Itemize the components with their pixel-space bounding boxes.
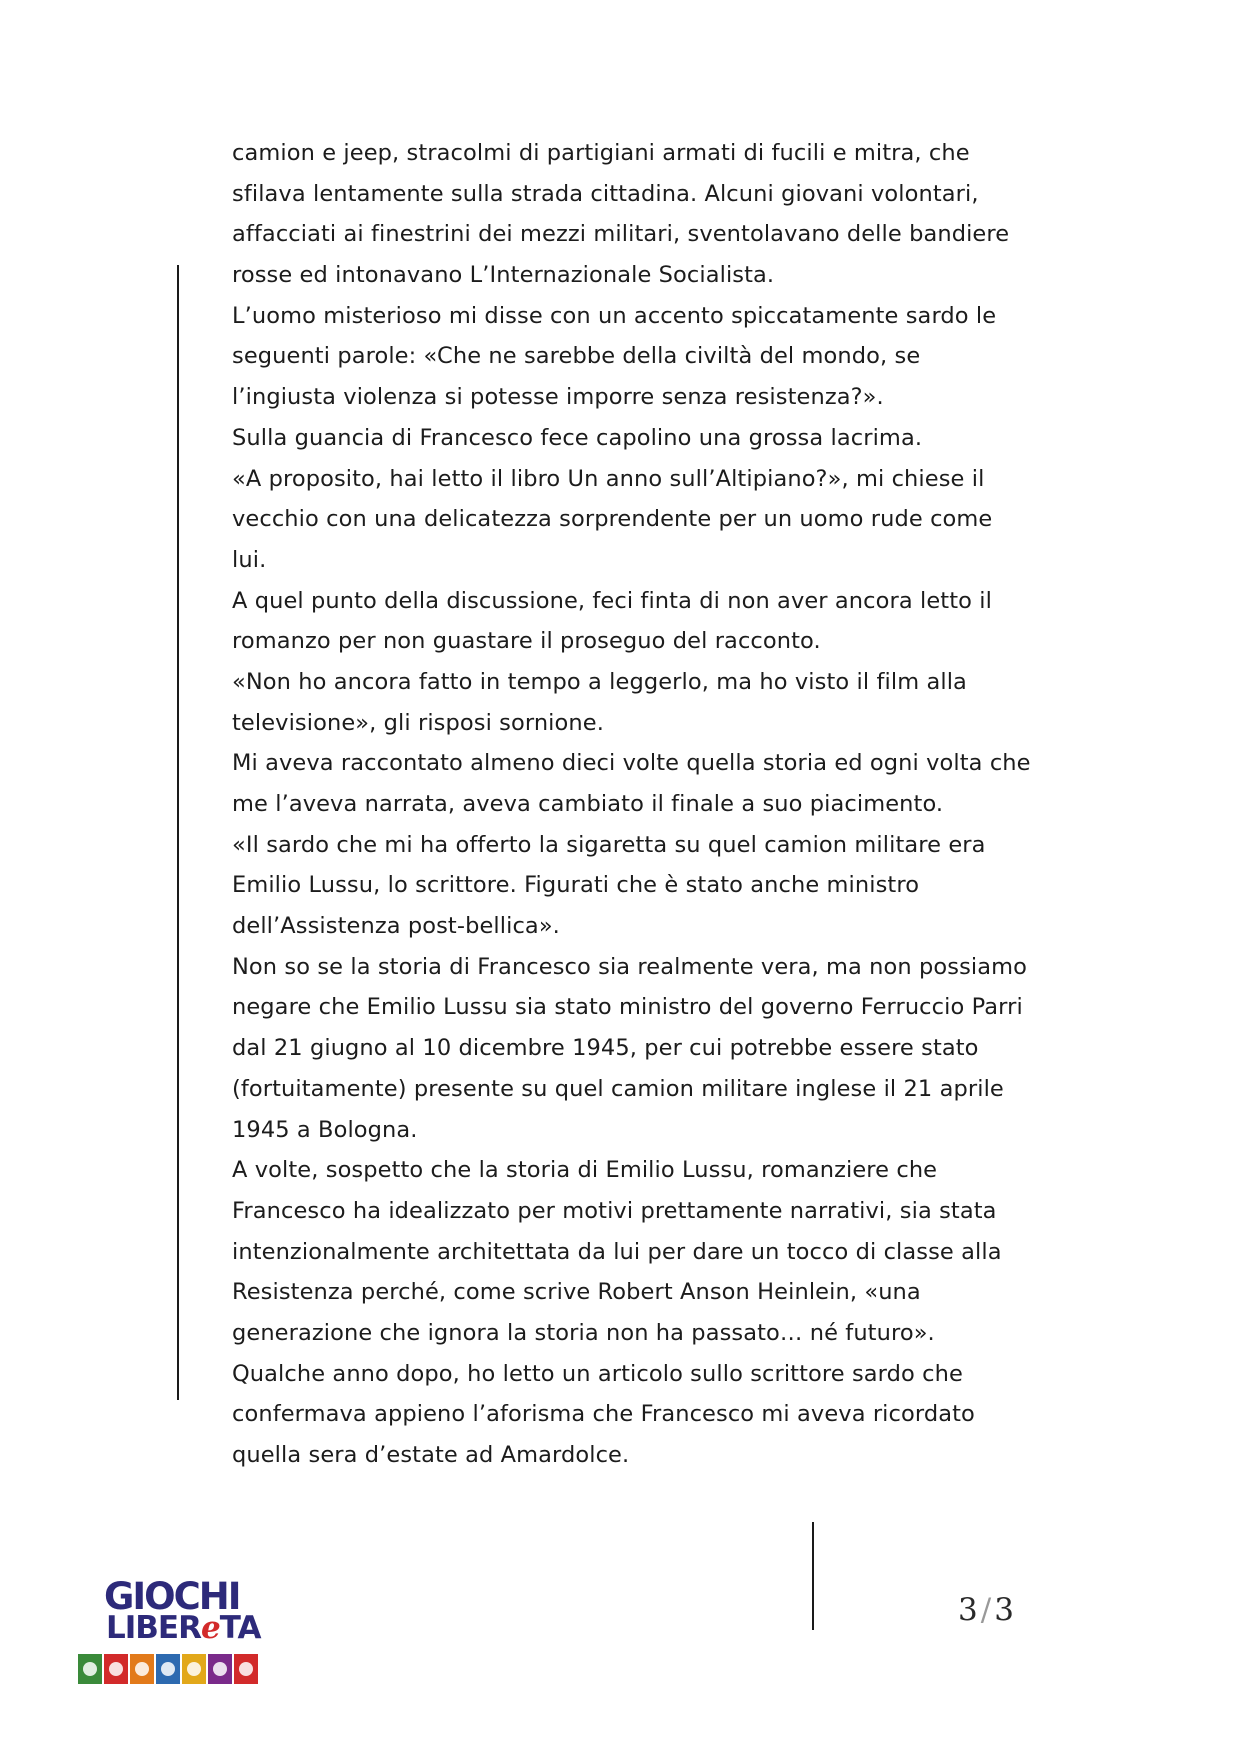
logo-tile-glyph (213, 1662, 227, 1676)
page-separator: / (980, 1592, 993, 1628)
page-number (958, 1592, 1015, 1628)
text-line: l’ingiusta violenza si potesse imporre senza resistenza?». (232, 384, 884, 411)
logo-tile-glyph (239, 1662, 253, 1676)
text-line: A quel punto della discussione, feci finta di non aver ancora letto il (232, 587, 992, 614)
logo-tile-glyph (109, 1662, 123, 1676)
text-line: Emilio Lussu, lo scrittore. Figurati che è stato anche ministro (232, 872, 920, 899)
text-line: (fortuitamente) presente su quel camion militare inglese il 21 aprile (232, 1075, 1004, 1102)
text-line: negare che Emilio Lussu sia stato ministro del governo Ferruccio Parri (232, 994, 1023, 1021)
text-line: rosse ed intonavano L’Internazionale Socialista. (232, 262, 775, 289)
text-line: televisione», gli risposi sornione. (232, 709, 604, 736)
text-line: dell’Assistenza post-bellica». (232, 913, 560, 940)
text-line: seguenti parole: «Che ne sarebbe della civiltà del mondo, se (232, 343, 921, 370)
logo-icons-strip (76, 1652, 288, 1686)
text-line: intenzionalmente architettata da lui per dare un tocco di classe alla (232, 1238, 1002, 1265)
text-line: vecchio con una delicatezza sorprendente per un uomo rude come (232, 506, 993, 533)
text-line: Resistenza perché, come scrive Robert Anson Heinlein, «una (232, 1279, 921, 1306)
logo-tile-glyph (135, 1662, 149, 1676)
text-line: generazione che ignora la storia non ha passato… né futuro». (232, 1319, 935, 1346)
footer-divider (812, 1522, 814, 1630)
text-line: quella sera d’estate ad Amardolce. (232, 1442, 630, 1468)
text-line: Qualche anno dopo, ho letto un articolo sullo scrittore sardo che (232, 1360, 963, 1387)
text-line: affacciati ai finestrini dei mezzi militari, sventolavano delle bandiere (232, 221, 1010, 248)
text-line: «Non ho ancora fatto in tempo a leggerlo, ma ho visto il film alla (232, 668, 967, 695)
logo-text-line2: LIBEReTA (106, 1610, 261, 1646)
text-line: A volte, sospetto che la storia di Emilio Lussu, romanziere che (232, 1157, 938, 1184)
logo-tile-glyph (187, 1662, 201, 1676)
left-margin-rule (177, 265, 179, 1400)
logo-text-line1: GIOCHI (104, 1575, 240, 1618)
text-line: L’uomo misterioso mi disse con un accento spiccatamente sardo le (232, 302, 997, 329)
text-line: Non so se la storia di Francesco sia realmente vera, ma non possiamo (232, 953, 1028, 980)
logo-tile-glyph (83, 1662, 97, 1676)
text-line: «Il sardo che mi ha offerto la sigaretta su quel camion militare era (232, 831, 986, 858)
text-line: confermava appieno l’aforisma che Francesco mi aveva ricordato (232, 1401, 975, 1428)
document-body (232, 133, 1032, 1476)
logo-tile-glyph (161, 1662, 175, 1676)
text-line: lui. (232, 546, 267, 573)
text-line: camion e jeep, stracolmi di partigiani armati di fucili e mitra, che (232, 140, 970, 166)
text-line: Sulla guancia di Francesco fece capolino una grossa lacrima. (232, 424, 923, 451)
text-line: dal 21 giugno al 10 dicembre 1945, per cui potrebbe essere stato (232, 1035, 979, 1062)
page-current: 3 (958, 1592, 979, 1628)
text-line: Francesco ha idealizzato per motivi prettamente narrativi, sia stata (232, 1197, 997, 1224)
giochi-liberta-logo (76, 1575, 286, 1686)
text-line: 1945 a Bologna. (232, 1116, 418, 1143)
page-total: 3 (994, 1592, 1015, 1628)
text-line: «A proposito, hai letto il libro Un anno sull’Altipiano?», mi chiese il (232, 465, 985, 492)
text-line: sfilava lentamente sulla strada cittadina. Alcuni giovani volontari, (232, 180, 979, 207)
text-line: Mi aveva raccontato almeno dieci volte quella storia ed ogni volta che (232, 750, 1031, 777)
text-line: me l’aveva narrata, aveva cambiato il finale a suo piacimento. (232, 791, 944, 817)
text-line: romanzo per non guastare il proseguo del racconto. (232, 628, 821, 655)
